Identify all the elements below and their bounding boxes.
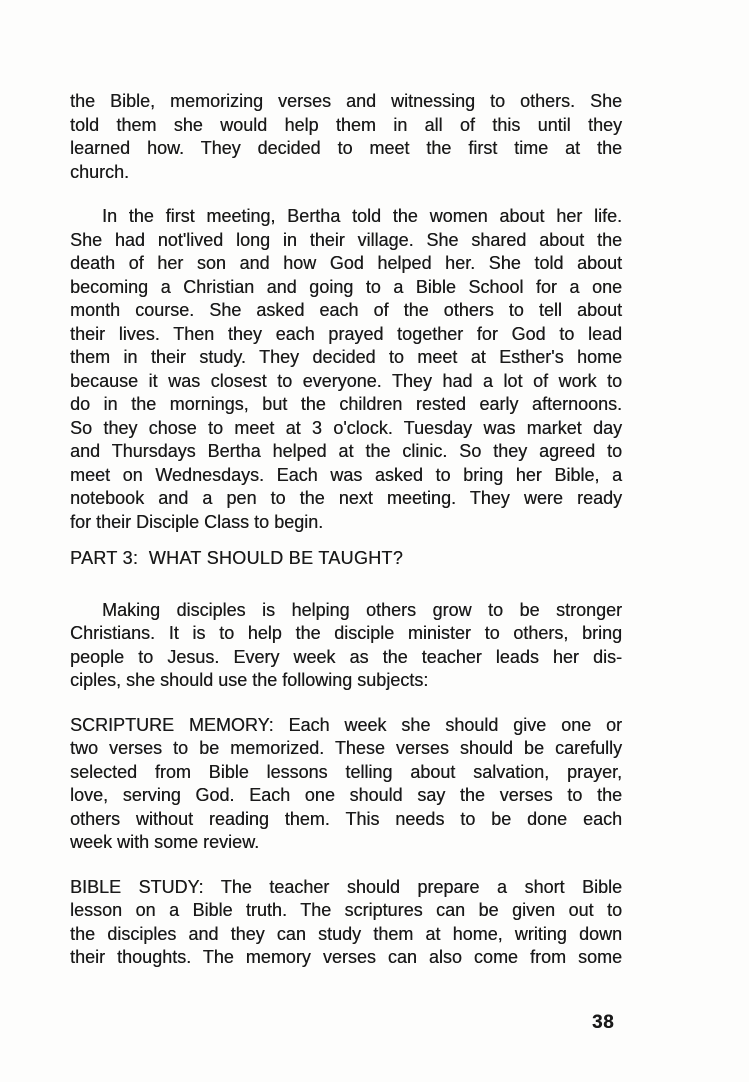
text-line: Making disciples is helping others grow to be stronger — [102, 599, 622, 620]
text-line: So they chose to meet at 3 o'clock. Tuesday was market day — [70, 417, 622, 438]
text-line: church. — [70, 161, 130, 182]
text-line: the Bible, memorizing verses and witnessing to others. She — [70, 91, 622, 111]
text-line: them in their study. They decided to meet at Esther's home — [70, 347, 622, 367]
text-line: meet on Wednesdays. Each was asked to bring her Bible, a — [70, 464, 622, 485]
text-line: love, serving God. Each one should say the verses to the — [70, 785, 622, 805]
text-line: their thoughts. The memory verses can also come from some — [70, 947, 622, 967]
text-line: notebook and a pen to the next meeting. They were ready — [70, 488, 622, 508]
paragraph — [70, 90, 622, 184]
text-line: death of her son and how God helped her. She told about — [70, 253, 622, 273]
page-number: 38 — [592, 1012, 615, 1033]
text-line: ciples, she should use the following subjects: — [70, 670, 429, 690]
text-line: month course. She asked each of the others to tell about — [70, 300, 622, 320]
section-heading: PART 3: WHAT SHOULD BE TAUGHT? — [70, 548, 404, 568]
paragraph — [70, 714, 622, 855]
text-line: SCRIPTURE MEMORY: Each week she should give one or — [70, 714, 622, 735]
text-line: do in the mornings, but the children rested early afternoons. — [70, 394, 622, 414]
text-line: for their Disciple Class to begin. — [70, 511, 324, 532]
text-line: the disciples and they can study them at home, writing down — [70, 923, 622, 944]
text-line: In the first meeting, Bertha told the women about her life. — [102, 206, 622, 226]
text-line: lesson on a Bible truth. The scriptures can be given out to — [70, 900, 622, 920]
text-line: two verses to be memorized. These verses should be carefully — [70, 738, 622, 758]
text-line: people to Jesus. Every week as the teacher leads her dis- — [70, 646, 622, 667]
text-line: week with some review. — [70, 832, 260, 852]
text-line: their lives. Then they each prayed together for God to lead — [70, 323, 622, 344]
text-line: becoming a Christian and going to a Bible School for a one — [70, 276, 622, 297]
text-line: selected from Bible lessons telling about salvation, prayer, — [70, 761, 622, 782]
text-line: told them she would help them in all of this until they — [70, 114, 622, 135]
text-line: learned how. They decided to meet the first time at the — [70, 138, 622, 158]
page-content — [70, 90, 622, 970]
paragraph — [70, 876, 622, 970]
text-line: BIBLE STUDY: The teacher should prepare a short Bible — [70, 876, 622, 897]
paragraph — [70, 205, 622, 534]
text-line: because it was closest to everyone. They had a lot of work to — [70, 370, 622, 391]
paragraph — [70, 599, 622, 693]
text-line: and Thursdays Bertha helped at the clinic. So they agreed to — [70, 441, 622, 461]
text-line: others without reading them. This needs to be done each — [70, 808, 622, 829]
text-line: Christians. It is to help the disciple minister to others, bring — [70, 623, 622, 643]
text-line: She had not'lived long in their village. She shared about the — [70, 229, 622, 250]
